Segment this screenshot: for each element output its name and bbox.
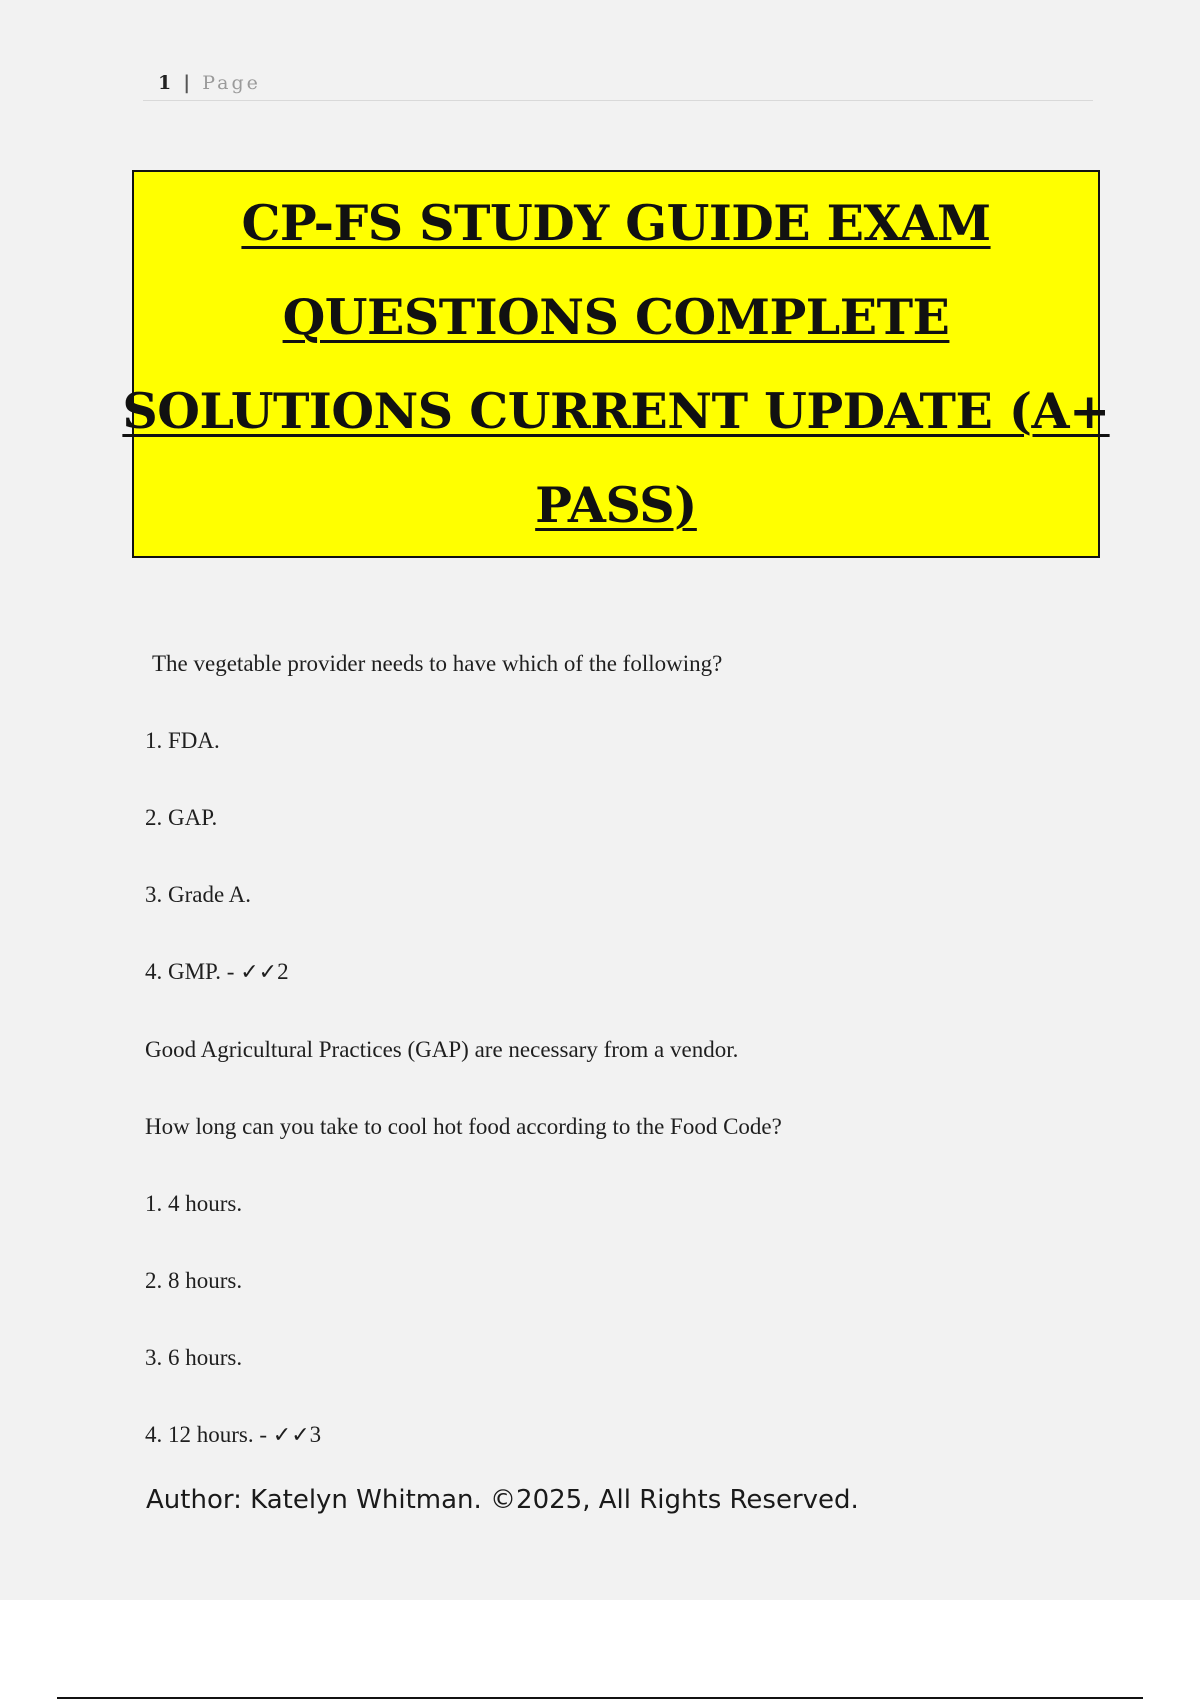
question-1-option-2: 2. GAP.	[145, 805, 218, 830]
question-2-option-2: 2. 8 hours.	[145, 1268, 243, 1293]
question-2-answer: 3	[309, 1422, 322, 1447]
question-1-answer: 2	[277, 959, 289, 984]
title-line-2: QUESTIONS COMPLETE	[282, 288, 950, 346]
page-number: 1	[158, 72, 175, 94]
page-number-separator: |	[183, 72, 194, 94]
next-page-top-rule	[57, 1697, 1143, 1699]
title-box	[122, 170, 1110, 558]
question-2-text: How long can you take to cool hot food according to the Food Code?	[145, 1114, 782, 1139]
question-1-text: The vegetable provider needs to have which of the following?	[152, 651, 723, 676]
double-check-icon: ✓✓	[240, 960, 278, 985]
page-header	[143, 72, 1093, 101]
author-footer: Author: Katelyn Whitman. ©2025, All Rights Reserved.	[146, 1485, 859, 1515]
page-label: Page	[202, 72, 261, 94]
question-2-option-1: 1. 4 hours.	[145, 1191, 243, 1216]
question-1-explanation: Good Agricultural Practices (GAP) are necessary from a vendor.	[145, 1037, 739, 1062]
title-line-1: CP-FS STUDY GUIDE EXAM	[241, 194, 991, 252]
title-line-4: PASS)	[535, 476, 697, 534]
title-line-3: SOLUTIONS CURRENT UPDATE (A+	[122, 382, 1110, 440]
question-1-option-1: 1. FDA.	[145, 728, 220, 753]
question-2-option-4	[145, 1396, 1095, 1474]
double-check-icon: ✓✓	[272, 1423, 310, 1448]
question-2-option-4-text: 4. 12 hours. -	[145, 1422, 268, 1447]
question-1-option-3: 3. Grade A.	[145, 882, 252, 907]
question-1-option-4-text: 4. GMP. -	[145, 959, 235, 984]
question-2-option-3: 3. 6 hours.	[145, 1345, 243, 1370]
question-1-option-4	[145, 933, 1095, 1011]
document-body	[145, 625, 1095, 1474]
